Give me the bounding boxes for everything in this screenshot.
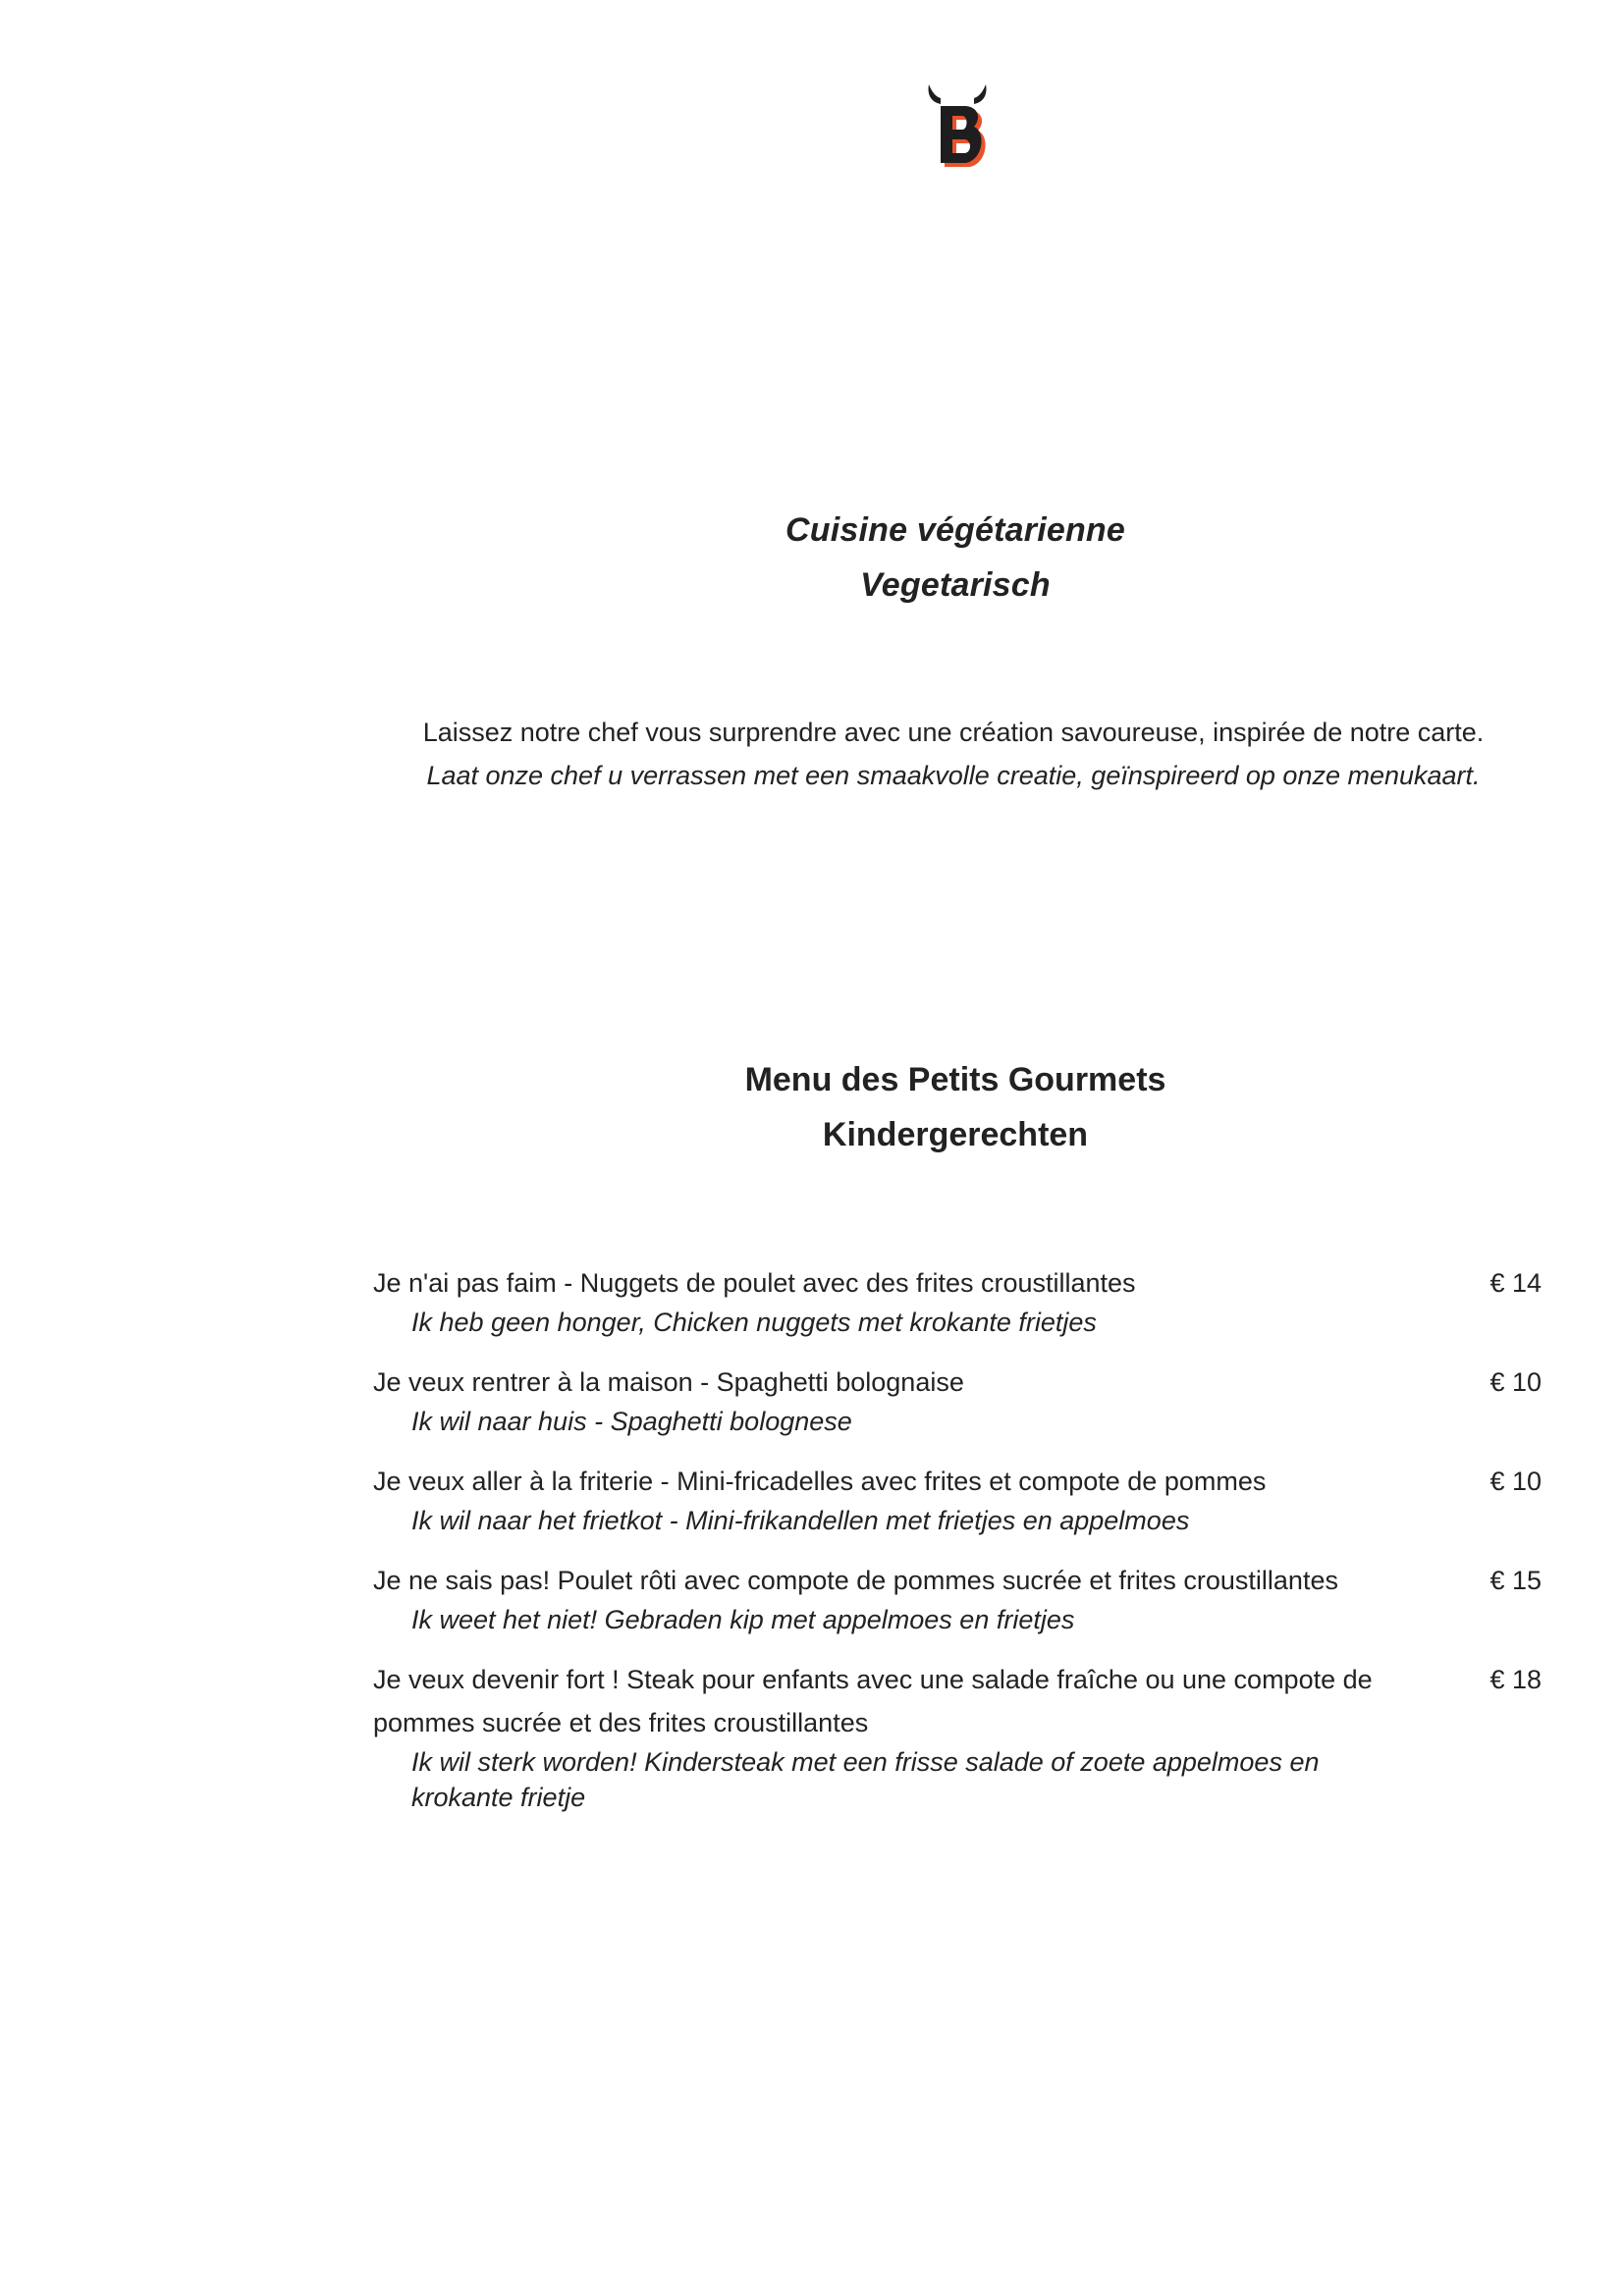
- menu-item: [373, 1261, 1542, 1340]
- kids-title-fr: Menu des Petits Gourmets: [744, 1061, 1166, 1098]
- vegetarian-heading: [371, 503, 1540, 613]
- vegetarian-description: [371, 711, 1536, 797]
- kids-menu-list: [373, 1261, 1542, 1836]
- menu-item: [373, 1559, 1542, 1637]
- menu-item: [373, 1460, 1542, 1538]
- menu-item: [373, 1658, 1542, 1815]
- vegetarian-title-fr: Cuisine végétarienne: [785, 511, 1125, 549]
- vegetarian-text-fr: Laissez notre chef vous surprendre avec une création savoureuse, inspirée de notre carte.: [422, 718, 1485, 747]
- vegetarian-text-nl: Laat onze chef u verrassen met een smaakvolle creatie, geïnspireerd op onze menukaart.: [426, 761, 1481, 790]
- bull-b-logo-icon: [923, 80, 992, 171]
- vegetarian-title-nl: Vegetarisch: [860, 566, 1051, 604]
- menu-item-price: € 10: [1489, 1467, 1542, 1496]
- menu-item: [373, 1361, 1542, 1439]
- menu-item-name-nl: Ik wil sterk worden! Kindersteak met een frisse salade of zoete appelmoes en krokante frietje: [411, 1747, 1320, 1812]
- kids-title-nl: Kindergerechten: [822, 1116, 1089, 1153]
- menu-item-name-nl: Ik wil naar huis - Spaghetti bolognese: [411, 1407, 852, 1436]
- menu-item-price: € 15: [1489, 1566, 1542, 1595]
- menu-item-name-fr: Je ne sais pas! Poulet rôti avec compote de pommes sucrée et frites croustillantes: [373, 1566, 1338, 1595]
- brand-logo: [923, 80, 992, 171]
- menu-item-name-fr: Je veux aller à la friterie - Mini-fricadelles avec frites et compote de pommes: [373, 1467, 1267, 1496]
- menu-item-name-nl: Ik wil naar het frietkot - Mini-frikandellen met frietjes en appelmoes: [411, 1506, 1190, 1535]
- menu-item-name-nl: Ik heb geen honger, Chicken nuggets met krokante frietjes: [411, 1308, 1097, 1337]
- menu-item-name-fr: Je n'ai pas faim - Nuggets de poulet avec des frites croustillantes: [373, 1268, 1136, 1298]
- menu-item-name-nl: Ik weet het niet! Gebraden kip met appelmoes en frietjes: [411, 1605, 1075, 1634]
- menu-item-name-fr: Je veux devenir fort ! Steak pour enfants avec une salade fraîche ou une compote de pommes sucrée et des frites croustillantes: [373, 1665, 1373, 1737]
- menu-item-name-fr: Je veux rentrer à la maison - Spaghetti bolognaise: [373, 1367, 964, 1397]
- menu-item-price: € 10: [1489, 1367, 1542, 1397]
- kids-menu-heading: [371, 1052, 1540, 1162]
- menu-item-price: € 14: [1489, 1268, 1542, 1298]
- menu-item-price: € 18: [1489, 1665, 1542, 1694]
